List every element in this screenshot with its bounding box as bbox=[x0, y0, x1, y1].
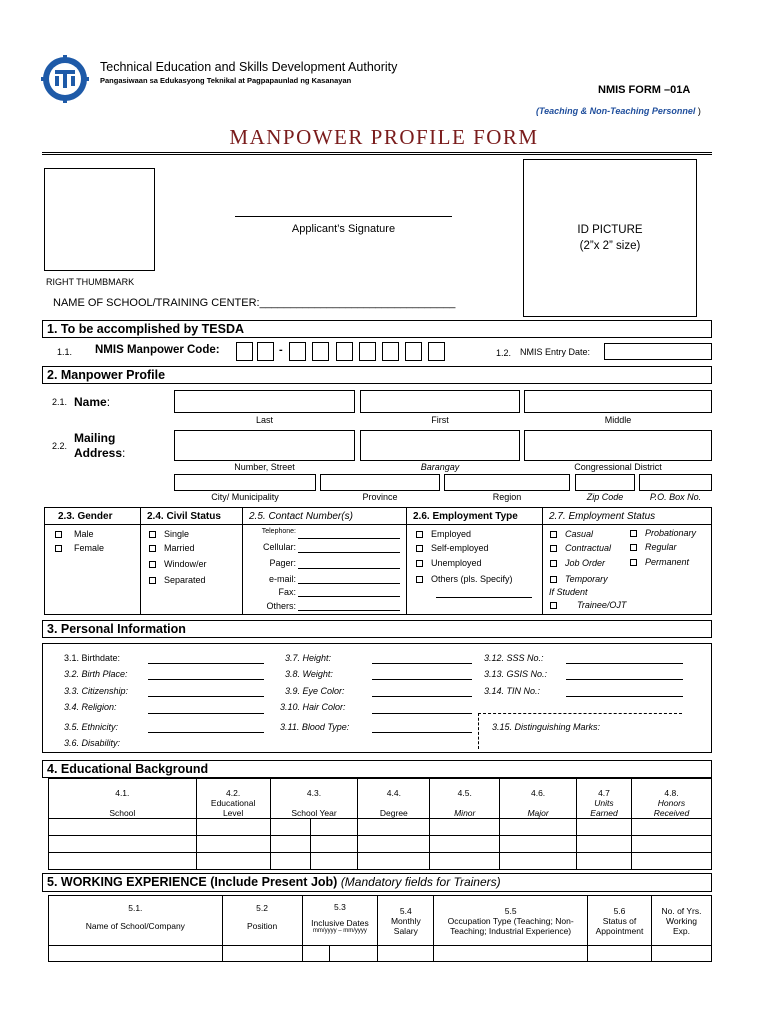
region-label: Region bbox=[492, 492, 522, 502]
gsis-label: 3.13. GSIS No.: bbox=[484, 669, 548, 679]
table-cell[interactable] bbox=[270, 853, 310, 870]
work-dates-head: 5.3 Inclusive Dates mm/yyyy – mm/yyyy bbox=[302, 896, 378, 946]
work-salary-head: 5.4 Monthly Salary bbox=[378, 896, 434, 946]
form-code: NMIS FORM –01A bbox=[598, 84, 691, 96]
table-row bbox=[49, 853, 712, 870]
section-3-header: 3. Personal Information bbox=[42, 620, 712, 638]
first-label: First bbox=[431, 415, 449, 425]
disability-label: 3.6. Disability: bbox=[64, 738, 121, 748]
civil-single[interactable]: Single bbox=[149, 529, 189, 539]
religion-label: 3.4. Religion: bbox=[64, 702, 117, 712]
checkbox[interactable] bbox=[550, 602, 557, 609]
citizenship-label: 3.3. Citizenship: bbox=[64, 686, 129, 696]
thumbmark-label: RIGHT THUMBMARK bbox=[46, 277, 135, 287]
signature-line bbox=[235, 216, 452, 217]
status-casual[interactable]: Casual bbox=[550, 529, 593, 539]
section-4-header: 4. Educational Background bbox=[42, 760, 712, 778]
weight-input[interactable] bbox=[372, 679, 472, 680]
checkbox[interactable] bbox=[550, 560, 557, 567]
last-label: Last bbox=[255, 415, 273, 425]
table-row bbox=[49, 946, 712, 962]
checkbox[interactable] bbox=[149, 531, 156, 538]
barangay-field[interactable] bbox=[360, 430, 520, 461]
checkbox[interactable] bbox=[416, 576, 423, 583]
table-cell[interactable] bbox=[330, 946, 378, 962]
province-field[interactable] bbox=[320, 474, 440, 491]
street-field[interactable] bbox=[174, 430, 355, 461]
status-contractual[interactable]: Contractual bbox=[550, 543, 611, 553]
entry-date-field[interactable] bbox=[604, 343, 712, 360]
street-label: Number, Street bbox=[234, 462, 295, 472]
height-label: 3.7. Height: bbox=[285, 653, 332, 663]
ethnicity-input[interactable] bbox=[148, 732, 264, 733]
id-size-label: (2”x 2” size) bbox=[579, 240, 641, 252]
telephone-input[interactable] bbox=[298, 538, 400, 539]
section-5-header: 5. WORKING EXPERIENCE (Include Present Job) (Mandatory fields for Trainers) bbox=[42, 873, 712, 892]
table-cell[interactable] bbox=[49, 853, 197, 870]
table-cell[interactable] bbox=[222, 946, 302, 962]
sss-label: 3.12. SSS No.: bbox=[484, 653, 544, 663]
city-field[interactable] bbox=[174, 474, 316, 491]
edu-degree-head: 4.4. Degree bbox=[358, 779, 430, 819]
table-cell[interactable] bbox=[49, 946, 223, 962]
edu-units-head: 4.7 Units Earned bbox=[577, 779, 632, 819]
school-field[interactable]: NAME OF SCHOOL/TRAINING CENTER:________________________________ bbox=[53, 297, 456, 309]
code-box[interactable] bbox=[405, 342, 422, 361]
table-row bbox=[49, 819, 712, 836]
thumbmark-box[interactable] bbox=[44, 168, 155, 271]
code-box[interactable] bbox=[336, 342, 353, 361]
others-specify-input[interactable] bbox=[436, 597, 532, 598]
work-experience-table bbox=[48, 895, 712, 962]
edu-level-head: 4.2. Educational Level bbox=[196, 779, 270, 819]
marks-label: 3.15. Distinguishing Marks: bbox=[492, 722, 601, 732]
last-name-field[interactable] bbox=[174, 390, 355, 413]
table-cell[interactable] bbox=[500, 836, 577, 853]
tin-label: 3.14. TIN No.: bbox=[484, 686, 541, 696]
id-picture-box[interactable] bbox=[523, 159, 697, 317]
gender-female[interactable]: Female bbox=[55, 543, 104, 553]
table-cell[interactable] bbox=[430, 853, 500, 870]
table-cell[interactable] bbox=[577, 853, 632, 870]
table-cell[interactable] bbox=[310, 853, 358, 870]
status-permanent[interactable]: Permanent bbox=[630, 557, 689, 567]
num-1-1: 1.1. bbox=[57, 347, 73, 357]
table-cell[interactable] bbox=[270, 836, 310, 853]
personal-info-block bbox=[42, 643, 712, 753]
work-company-head: 5.1. Name of School/Company bbox=[49, 896, 223, 946]
city-label: City/ Municipality bbox=[211, 492, 279, 502]
birthplace-label: 3.2. Birth Place: bbox=[64, 669, 128, 679]
table-cell[interactable] bbox=[196, 853, 270, 870]
table-cell[interactable] bbox=[378, 946, 434, 962]
civil-married[interactable]: Married bbox=[149, 543, 195, 553]
sss-input[interactable] bbox=[566, 663, 683, 664]
ethnicity-label: 3.5. Ethnicity: bbox=[64, 722, 119, 732]
table-cell[interactable] bbox=[358, 853, 430, 870]
cellular-input[interactable] bbox=[298, 552, 400, 553]
eye-color-input[interactable] bbox=[372, 696, 472, 697]
emp-type-header: 2.6. Employment Type bbox=[413, 511, 518, 522]
table-cell[interactable] bbox=[500, 853, 577, 870]
weight-label: 3.8. Weight: bbox=[285, 669, 333, 679]
checkbox[interactable] bbox=[416, 531, 423, 538]
emp-unemployed[interactable]: Unemployed bbox=[416, 558, 482, 568]
height-input[interactable] bbox=[372, 663, 472, 664]
tin-input[interactable] bbox=[566, 696, 683, 697]
num-1-2: 1.2. bbox=[496, 348, 512, 358]
table-cell[interactable] bbox=[430, 836, 500, 853]
name-label: Name: bbox=[74, 395, 111, 409]
table-cell[interactable] bbox=[651, 946, 711, 962]
edu-major-head: 4.6. Major bbox=[500, 779, 577, 819]
agency-name: Technical Education and Skills Development Authority bbox=[100, 60, 398, 74]
status-probationary[interactable]: Probationary bbox=[630, 528, 696, 538]
checkbox[interactable] bbox=[149, 577, 156, 584]
blood-type-label: 3.11. Blood Type: bbox=[280, 722, 350, 732]
others-input[interactable] bbox=[298, 610, 400, 611]
barangay-label: Barangay bbox=[420, 462, 460, 472]
education-table bbox=[48, 778, 712, 870]
marks-dashed-side bbox=[478, 713, 479, 749]
civil-widow[interactable]: Window/er bbox=[149, 559, 207, 569]
district-field[interactable] bbox=[524, 430, 712, 461]
marks-dashed-top bbox=[478, 713, 682, 714]
code-box[interactable] bbox=[382, 342, 399, 361]
civil-header: 2.4. Civil Status bbox=[147, 511, 221, 522]
mailing-label: Mailing bbox=[74, 431, 116, 445]
pobox-label: P.O. Box No. bbox=[649, 492, 702, 502]
table-cell[interactable] bbox=[577, 819, 632, 836]
checkbox[interactable] bbox=[550, 531, 557, 538]
religion-input[interactable] bbox=[148, 713, 264, 714]
province-label: Province bbox=[362, 492, 398, 502]
table-cell[interactable] bbox=[49, 836, 197, 853]
entry-date-label: NMIS Entry Date: bbox=[520, 347, 591, 357]
work-years-head: No. of Yrs. Working Exp. bbox=[651, 896, 711, 946]
edu-minor-head: 4.5. Minor bbox=[430, 779, 500, 819]
work-position-head: 5.2 Position bbox=[222, 896, 302, 946]
section-1-header: 1. To be accomplished by TESDA bbox=[42, 320, 712, 338]
emp-employed[interactable]: Employed bbox=[416, 529, 471, 539]
form-note: (Teaching & Non-Teaching Personnel ) bbox=[536, 106, 701, 116]
edu-school-head: 4.1. School bbox=[49, 779, 197, 819]
agency-name-tagalog: Pangasiwaan sa Edukasyong Teknikal at Pagpapaunlad ng Kasanayan bbox=[100, 76, 352, 85]
pager-input[interactable] bbox=[298, 568, 400, 569]
edu-year-head: 4.3. School Year bbox=[270, 779, 358, 819]
checkbox[interactable] bbox=[55, 545, 62, 552]
region-field[interactable] bbox=[444, 474, 570, 491]
checkbox[interactable] bbox=[550, 545, 557, 552]
zip-label: Zip Code bbox=[586, 492, 624, 502]
code-dash: - bbox=[279, 344, 283, 356]
district-label: Congressional District bbox=[574, 462, 662, 472]
emp-self-employed[interactable]: Self-employed bbox=[416, 543, 489, 553]
gender-header: 2.3. Gender bbox=[58, 511, 113, 522]
table-cell[interactable] bbox=[358, 836, 430, 853]
table-cell[interactable] bbox=[500, 819, 577, 836]
code-box[interactable] bbox=[359, 342, 376, 361]
first-name-field[interactable] bbox=[360, 390, 520, 413]
table-cell[interactable] bbox=[270, 819, 310, 836]
section-2-header: 2. Manpower Profile bbox=[42, 366, 712, 384]
email-input[interactable] bbox=[298, 583, 400, 584]
zip-field[interactable] bbox=[575, 474, 635, 491]
middle-name-field[interactable] bbox=[524, 390, 712, 413]
table-cell[interactable] bbox=[631, 853, 711, 870]
table-cell[interactable] bbox=[588, 946, 652, 962]
blood-type-input[interactable] bbox=[372, 732, 472, 733]
table-cell[interactable] bbox=[434, 946, 588, 962]
form-title: MANPOWER PROFILE FORM bbox=[229, 125, 539, 149]
status-job-order[interactable]: Job Order bbox=[550, 558, 605, 568]
pobox-field[interactable] bbox=[639, 474, 712, 491]
id-picture-label: ID PICTURE bbox=[577, 224, 643, 236]
header-rule bbox=[44, 524, 712, 525]
signature-label: Applicant’s Signature bbox=[291, 223, 396, 235]
manpower-code-label: NMIS Manpower Code: bbox=[95, 344, 220, 356]
table-cell[interactable] bbox=[302, 946, 330, 962]
contact-header: 2.5. Contact Number(s) bbox=[249, 511, 353, 522]
table-cell[interactable] bbox=[196, 819, 270, 836]
table-row bbox=[49, 836, 712, 853]
citizenship-input[interactable] bbox=[148, 696, 264, 697]
eye-color-label: 3.9. Eye Color: bbox=[285, 686, 345, 696]
gender-male[interactable]: Male bbox=[55, 529, 94, 539]
civil-separated[interactable]: Separated bbox=[149, 575, 206, 585]
birthdate-input[interactable] bbox=[148, 663, 264, 664]
birthplace-input[interactable] bbox=[148, 679, 264, 680]
gsis-input[interactable] bbox=[566, 679, 683, 680]
table-cell[interactable] bbox=[310, 819, 358, 836]
code-box[interactable] bbox=[257, 342, 274, 361]
title-rule bbox=[42, 152, 712, 155]
table-cell[interactable] bbox=[631, 836, 711, 853]
checkbox[interactable] bbox=[630, 530, 637, 537]
status-temporary[interactable]: Temporary bbox=[550, 574, 608, 584]
num-2-1: 2.1. bbox=[52, 397, 68, 407]
status-trainee[interactable]: Trainee/OJT bbox=[550, 600, 626, 610]
if-student-label: If Student bbox=[549, 587, 588, 597]
emp-status-header: 2.7. Employment Status bbox=[549, 511, 656, 522]
num-2-2: 2.2. bbox=[52, 441, 68, 451]
checkbox[interactable] bbox=[550, 576, 557, 583]
table-cell[interactable] bbox=[310, 836, 358, 853]
checkbox[interactable] bbox=[630, 544, 637, 551]
table-cell[interactable] bbox=[196, 836, 270, 853]
code-box[interactable] bbox=[236, 342, 253, 361]
code-box[interactable] bbox=[428, 342, 445, 361]
checkbox[interactable] bbox=[149, 545, 156, 552]
address-label: Address: bbox=[74, 446, 126, 460]
checkbox[interactable] bbox=[416, 560, 423, 567]
hair-color-label: 3.10. Hair Color: bbox=[280, 702, 346, 712]
edu-honors-head: 4.8. Honors Received bbox=[631, 779, 711, 819]
checkbox[interactable] bbox=[416, 545, 423, 552]
hair-color-input[interactable] bbox=[372, 713, 472, 714]
fax-input[interactable] bbox=[298, 596, 400, 597]
status-regular[interactable]: Regular bbox=[630, 542, 677, 552]
code-box[interactable] bbox=[312, 342, 329, 361]
work-occupation-head: 5.5 Occupation Type (Teaching; Non-Teaching; Industrial Experience) bbox=[434, 896, 588, 946]
table-cell[interactable] bbox=[577, 836, 632, 853]
checkbox[interactable] bbox=[55, 531, 62, 538]
checkbox[interactable] bbox=[630, 559, 637, 566]
middle-label: Middle bbox=[604, 415, 632, 425]
table-cell[interactable] bbox=[49, 819, 197, 836]
code-box[interactable] bbox=[289, 342, 306, 361]
emp-others[interactable]: Others (pls. Specify) bbox=[416, 574, 513, 584]
table-cell[interactable] bbox=[358, 819, 430, 836]
work-status-head: 5.6 Status of Appointment bbox=[588, 896, 652, 946]
tesda-logo bbox=[40, 54, 90, 104]
table-cell[interactable] bbox=[430, 819, 500, 836]
checkbox[interactable] bbox=[149, 561, 156, 568]
table-cell[interactable] bbox=[631, 819, 711, 836]
birthdate-label: 3.1. Birthdate: bbox=[64, 653, 121, 663]
